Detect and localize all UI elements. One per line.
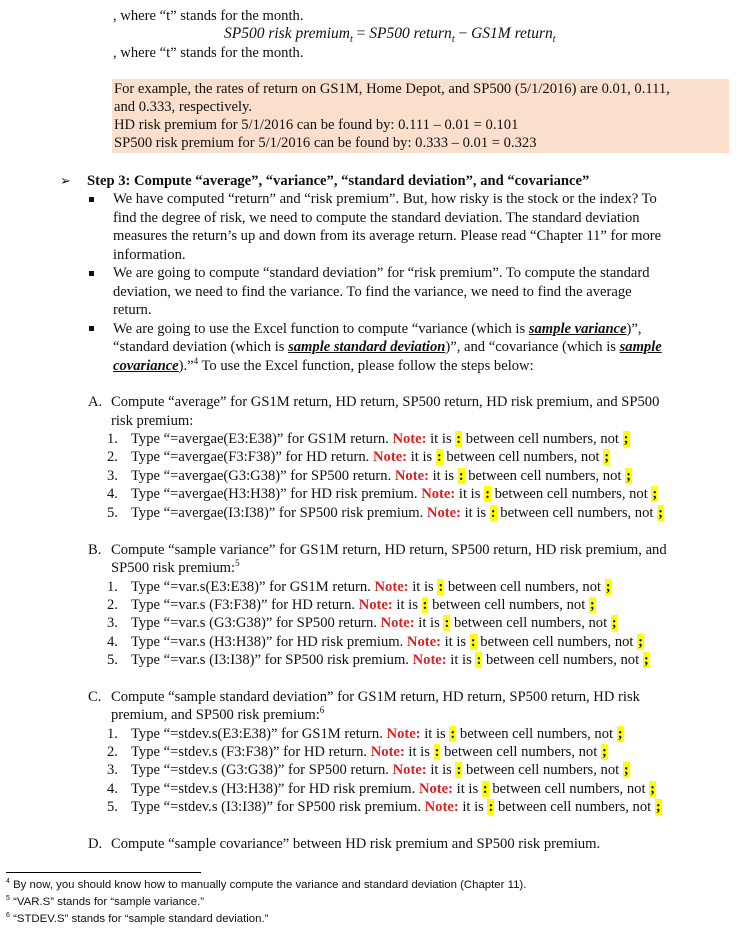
bullet1-line-4: information. [113,246,186,263]
section-a-title-2: risk premium: [111,412,194,429]
note-label: Note: [412,652,447,669]
bullet-2-marker [89,271,94,276]
example-line-1: For example, the rates of return on GS1M, Home Depot, and SP500 (5/1/2016) are 0.01, 0.111, [114,81,670,97]
equation-term1: SP500 return [369,25,452,42]
footnote-divider [6,872,201,873]
note-label: Note: [424,799,459,816]
semicolon-highlight: ; [611,615,617,632]
example-box [112,79,729,153]
step3-arrow-icon: ➢ [60,173,71,188]
equation-minus: − [458,25,468,42]
note-it-is: it is [426,431,456,447]
list-item-number: 5. [107,799,118,816]
bullet1-line-1: We have computed “return” and “risk premium”. But, how risky is the stock or the index? To [113,191,657,207]
colon-highlight: : [450,725,456,742]
list-item [107,448,610,466]
footnote-ref-5: 5 [235,558,240,569]
note-it-is: it is [428,467,458,484]
list-item-number: 1. [107,725,118,742]
note-label: Note: [374,578,409,595]
semicolon-highlight: ; [650,780,656,797]
section-b-title-2: SP500 risk premium:$^5$ [111,558,240,576]
footnote-6: $^6$ “STDEV.S” stands for “sample standard deviation.” [6,912,269,925]
list-item [107,633,644,651]
list-item-number: 4. [107,780,118,797]
note-between: between cell numbers, not [490,486,652,503]
note-label: Note: [421,486,456,503]
list-item-text: Type “=avergae(G3:G38)” for SP500 return. [131,467,392,484]
list-item-number: 2. [107,743,118,760]
note-label: Note: [370,743,405,760]
note-it-is: it is [446,652,476,669]
note-it-is: it is [420,725,450,742]
colon-highlight: : [490,504,496,521]
footnote-5: $^5$ “VAR.S” stands for “sample variance.” [6,895,205,908]
list-item-text: Type “=avergae(H3:H38)” for HD risk premium. [131,486,418,503]
section-b-title-1: Compute “sample variance” for GS1M return, HD return, SP500 return, HD risk premium, and [111,541,667,558]
note-label: Note: [373,449,408,466]
semicolon-highlight: ; [638,633,643,650]
semicolon-highlight: ; [643,652,649,669]
note-between: between cell numbers, not [440,743,601,760]
colon-highlight: : [434,743,440,760]
list-item-text: Type “=stdev.s (H3:H38)” for HD risk premium. [131,780,416,797]
list-item-number: 1. [107,431,118,447]
note-label: Note: [358,596,393,613]
colon-highlight: : [476,652,482,669]
list-item-text: Type “=var.s (G3:G38)” for SP500 return. [131,615,377,632]
note-it-is: it is [426,762,456,779]
list-item [107,578,612,596]
list-item [107,761,630,779]
step3-title: Step 3: Compute “average”, “variance”, “standard deviation”, and “covariance” [87,173,590,189]
list-item [107,651,650,669]
list-item-text: Type “=stdev.s (I3:I38)” for SP500 risk premium. [131,799,421,816]
semicolon-highlight: ; [626,467,631,484]
colon-highlight: : [482,780,488,797]
note-label: Note: [392,431,427,447]
list-item-number: 4. [107,633,118,650]
note-it-is: it is [455,486,485,503]
list-item-text: Type “=avergae(I3:I38)” for SP500 risk premium. [131,504,424,521]
note-label: Note: [418,780,453,797]
colon-highlight: : [485,486,490,503]
list-item [107,504,664,522]
sample-variance-term: sample variance [528,320,627,337]
list-item [107,596,596,614]
note-between: between cell numbers, not [464,467,626,484]
note-between: between cell numbers, not [428,596,589,613]
example-line-2: and 0.333, respectively. [114,99,253,115]
note-it-is: it is [453,780,482,797]
semicolon-highlight: ; [604,449,610,466]
equation-lhs: SP500 risk premium [224,25,350,42]
list-item-number: 3. [107,615,118,632]
note-between: between cell numbers, not [494,799,655,816]
note-label: Note: [406,633,441,650]
list-item [107,430,630,448]
note-it-is: it is [460,504,490,521]
equation-term2: GS1M return [471,25,553,42]
where-line-2: , where “t” stands for the month. [113,45,304,61]
note-between: between cell numbers, not [462,762,623,779]
list-item [107,725,624,743]
list-item-number: 5. [107,504,118,521]
semicolon-highlight: ; [589,596,595,613]
bullet-3-marker [89,326,94,331]
section-d-letter: D. [88,836,103,852]
section-c-title-1: Compute “sample standard deviation” for GS1M return, HD return, SP500 return, HD risk [111,688,640,705]
footnote-ref-6: 6 [319,705,325,716]
where-line-1: , where “t” stands for the month. [113,8,304,24]
colon-highlight: : [470,633,476,650]
list-item-number: 4. [107,486,118,503]
colon-highlight: : [456,762,462,779]
section-d-title: Compute “sample covariance” between HD risk premium and SP500 risk premium. [111,836,601,852]
list-item-number: 2. [107,449,118,466]
note-it-is: it is [392,596,422,613]
list-item [107,614,618,632]
list-item-text: Type “=avergae(F3:F38)” for HD return. [131,449,370,466]
note-it-is: it is [440,633,470,650]
list-item [107,467,632,485]
section-c-letter: C. [88,688,102,705]
colon-highlight: : [436,449,442,466]
note-label: Note: [392,762,427,779]
example-line-4: SP500 risk premium for 5/1/2016 can be found by: 0.333 – 0.01 = 0.323 [114,135,537,151]
footnote-ref-4: 4 [193,355,199,366]
equation-equals: = [356,25,366,42]
colon-highlight: : [458,467,464,484]
list-item-number: 2. [107,596,118,613]
note-it-is: it is [408,578,438,595]
note-it-is: it is [404,743,434,760]
sample-std-dev-term: sample standard deviation [288,339,446,355]
list-item [107,798,662,816]
note-between: between cell numbers, not [456,725,617,742]
semicolon-highlight: ; [617,725,623,742]
list-item-number: 1. [107,578,118,595]
note-between: between cell numbers, not [442,449,604,466]
semicolon-highlight: ; [601,743,607,760]
list-item-text: Type “=avergae(E3:E38)” for GS1M return. [131,431,389,447]
sample-covariance-term-1: sample [619,339,662,355]
sample-covariance-term-2: covariance [113,357,179,374]
list-item-text: Type “=stdev.s(E3:E38)” for GS1M return. [131,725,383,742]
semicolon-highlight: ; [623,762,629,779]
note-it-is: it is [414,615,444,632]
note-label: Note: [426,504,461,521]
equation-lhs-sub: t [350,34,353,46]
example-line-3: HD risk premium for 5/1/2016 can be found by: 0.111 – 0.01 = 0.101 [114,117,519,133]
list-item [107,780,656,798]
colon-highlight: : [422,596,428,613]
list-item-text: Type “=var.s (H3:H38)” for HD risk premium. [131,633,404,650]
section-a-title-1: Compute “average” for GS1M return, HD return, SP500 return, HD risk premium, and SP500 [111,394,660,410]
bullet2-line-1: We are going to compute “standard deviation” for “risk premium”. To compute the standard [113,265,650,281]
semicolon-highlight: ; [623,431,629,447]
list-item-text: Type “=var.s(E3:E38)” for GS1M return. [131,578,371,595]
bullet2-line-3: return. [113,302,152,318]
note-label: Note: [394,467,429,484]
bullet-1-marker [89,197,94,202]
equation-term1-sub: t [451,34,455,46]
bullet1-line-3: measures the return’s up and down from its average return. Please read “Chapter 11” for more [113,228,662,244]
list-item-number: 5. [107,652,118,669]
note-between: between cell numbers, not [444,578,605,595]
colon-highlight: : [444,615,450,632]
semicolon-highlight: ; [655,799,661,816]
section-b-letter: B. [88,541,102,558]
note-between: between cell numbers, not [488,780,650,797]
semicolon-highlight: ; [652,486,658,503]
bullet1-line-2: find the degree of risk, we need to compute the standard deviation. The standard deviation [113,209,640,226]
colon-highlight: : [438,578,444,595]
note-label: Note: [380,615,415,632]
bullet3-line-2: “standard deviation (which is sample standard deviation)”, and “covariance (which is sample [113,339,662,355]
section-c-title-2: premium, and SP500 risk premium:$^6$ [111,705,325,723]
note-it-is: it is [458,799,488,816]
note-label: Note: [386,725,421,742]
note-between: between cell numbers, not [462,431,623,447]
semicolon-highlight: ; [605,578,611,595]
note-between: between cell numbers, not [476,633,638,650]
note-between: between cell numbers, not [496,504,658,521]
list-item-text: Type “=stdev.s (G3:G38)” for SP500 return. [131,762,389,779]
equation-term2-sub: t [552,34,556,46]
list-item-text: Type “=var.s (F3:F38)” for HD return. [131,596,356,613]
list-item-text: Type “=var.s (I3:I38)” for SP500 risk premium. [131,652,409,669]
list-item-number: 3. [107,762,118,779]
list-item [107,485,658,503]
note-between: between cell numbers, not [450,615,611,632]
colon-highlight: : [456,431,462,447]
bullet3-line-1: We are going to use the Excel function to compute “variance (which is sample variance)”, [113,320,642,337]
list-item-number: 3. [107,467,118,484]
note-between: between cell numbers, not [482,652,643,669]
colon-highlight: : [488,799,494,816]
note-it-is: it is [407,449,436,466]
bullet2-line-2: deviation, we need to find the variance. To find the variance, we need to find the average [113,283,632,300]
list-item-text: Type “=stdev.s (F3:F38)” for HD return. [131,743,368,760]
footnote-4: $^4$ By now, you should know how to manually compute the variance and standard deviation (Chapter 11). [6,878,527,891]
semicolon-highlight: ; [658,504,663,521]
bullet3-line-3: covariance).”$^4$ To use the Excel function, please follow the steps below: [113,355,534,374]
section-a-letter: A. [88,394,103,410]
list-item [107,743,608,761]
